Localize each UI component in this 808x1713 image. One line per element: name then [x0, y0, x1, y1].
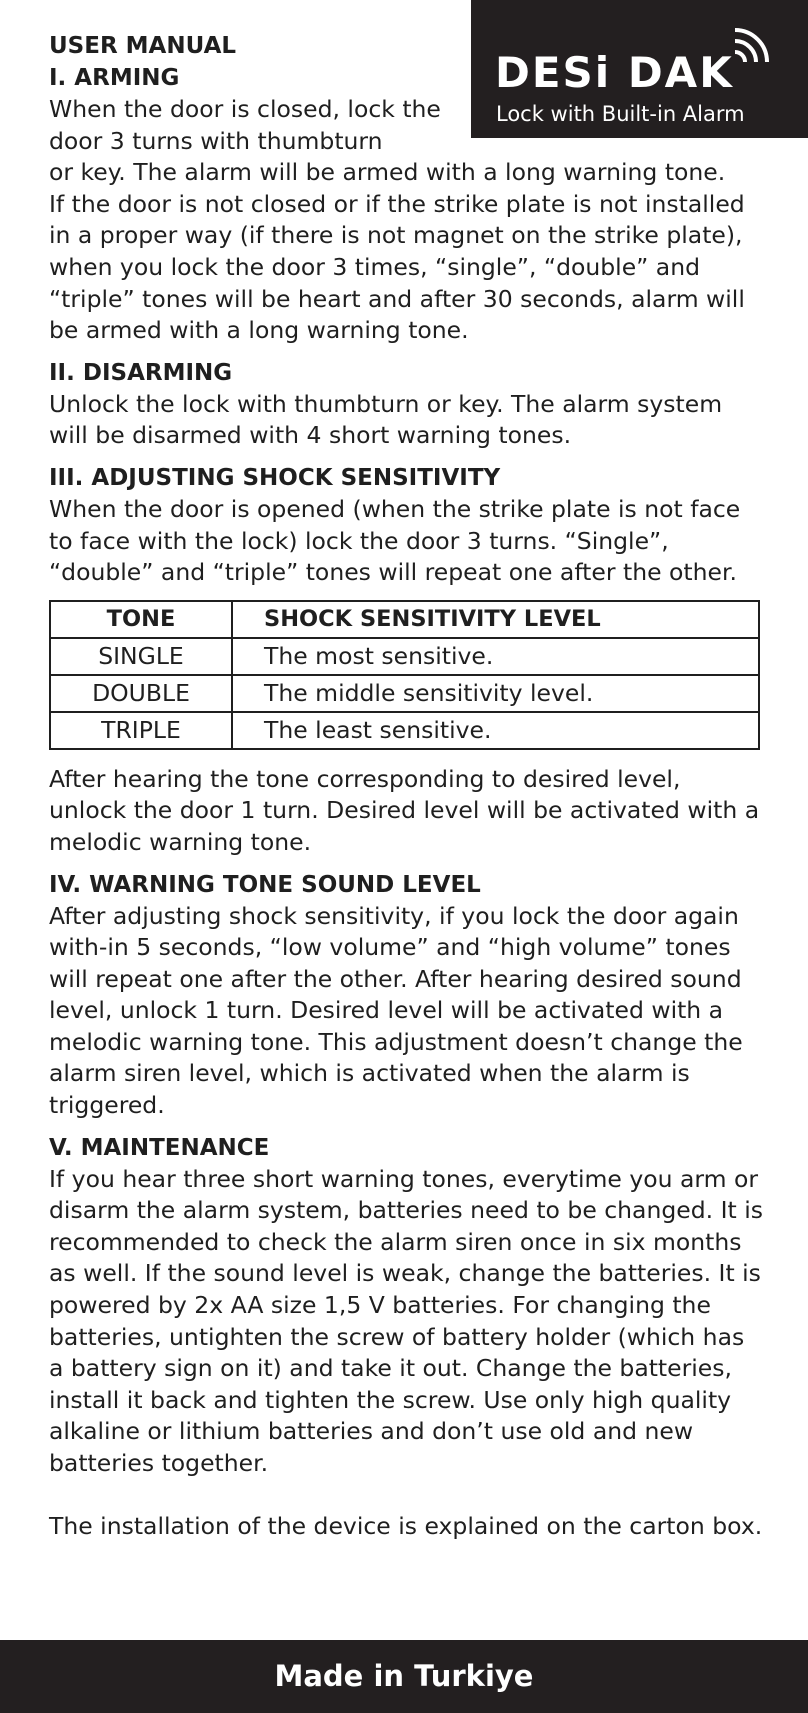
- table-cell-tone: TRIPLE: [50, 712, 232, 749]
- table-row: [50, 638, 759, 675]
- maintenance-text: If you hear three short warning tones, everytime you arm or disarm the alarm system, batteries need to be changed. It is recommended to check the alarm siren once in six months as well. If the sound level is weak, change the batteries. It is powered by 2x AA size 1,5 V batteries. For changing the batteries, untighten the screw of battery holder (which has a battery sign on it) and take it out. Change the batteries, install it back and tighten the screw. Use only high quality alkaline or lithium batteries and don’t use old and new batteries together.: [49, 1164, 763, 1477]
- installation-note: The installation of the device is explained on the carton box.: [49, 1511, 763, 1540]
- manual-content: [49, 30, 765, 1542]
- footer-banner: [0, 1640, 808, 1713]
- table-cell-tone: DOUBLE: [50, 675, 232, 712]
- shock-after-text: After hearing the tone corresponding to desired level, unlock the door 1 turn. Desired level will be activated with a melodic warning tone.: [49, 764, 760, 856]
- maintenance-heading: V. MAINTENANCE: [49, 1134, 270, 1161]
- brand-name: DESi DAK: [495, 48, 734, 97]
- sensitivity-table: [49, 600, 760, 750]
- shock-heading: III. ADJUSTING SHOCK SENSITIVITY: [49, 464, 501, 491]
- table-cell-tone: SINGLE: [50, 638, 232, 675]
- shock-text: When the door is opened (when the strike plate is not face to face with the lock) lock the door 3 turns. “Single”, “double” and “triple” tones will repeat one after the other.: [49, 494, 741, 587]
- table-header-tone: TONE: [50, 601, 232, 638]
- table-row: [50, 675, 759, 712]
- warning-tone-heading: IV. WARNING TONE SOUND LEVEL: [49, 871, 481, 898]
- table-cell-level: The most sensitive.: [232, 638, 759, 675]
- arming-text-2: If the door is not closed or if the strike plate is not installed in a proper way (if there is not magnet on the strike plate), when you lock the door 3 times, “single”, “double” and “triple” tones will be heart and after 30 seconds, alarm will be armed with a long warning tone.: [49, 189, 745, 345]
- table-header-level: SHOCK SENSITIVITY LEVEL: [232, 601, 759, 638]
- arming-heading: I. ARMING: [49, 65, 180, 91]
- manual-title: USER MANUAL: [49, 33, 237, 59]
- brand-tagline: Lock with Built-in Alarm: [496, 102, 745, 126]
- table-cell-level: The least sensitive.: [232, 712, 759, 749]
- table-row: [50, 712, 759, 749]
- arming-intro: When the door is closed, lock the door 3 turns with thumbturn: [49, 95, 441, 155]
- arming-text-1: or key. The alarm will be armed with a long warning tone.: [49, 158, 726, 187]
- table-cell-level: The middle sensitivity level.: [232, 675, 759, 712]
- disarming-heading: II. DISARMING: [49, 359, 233, 386]
- table-header-row: [50, 601, 759, 638]
- warning-tone-text: After adjusting shock sensitivity, if you lock the door again with-in 5 seconds, “low volume” and “high volume” tones will repeat one after the other. After hearing desired sound level, unlock 1 turn. Desired level will be activated with a melodic warning tone. This adjustment doesn’t change the alarm siren level, which is activated when the alarm is triggered.: [49, 901, 743, 1120]
- footer-text: Made in Turkiye: [274, 1659, 534, 1693]
- disarming-text: Unlock the lock with thumbturn or key. The alarm system will be disarmed with 4 short warning tones.: [49, 389, 723, 450]
